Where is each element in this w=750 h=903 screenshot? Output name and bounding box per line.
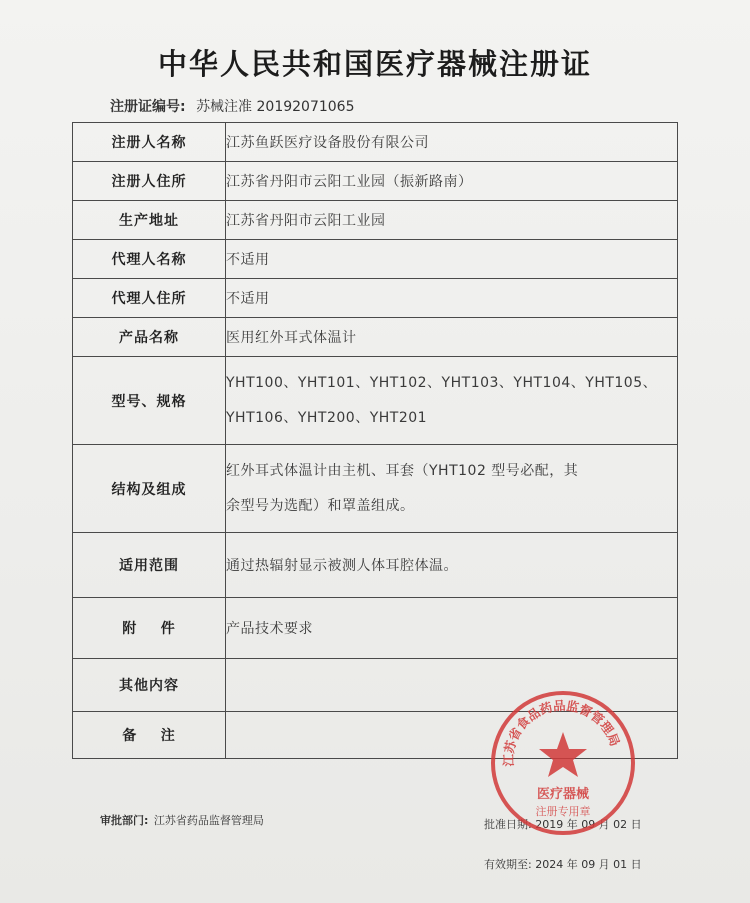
- seal-ring-text-path: 江苏省食品药品监督管理局: [500, 697, 623, 767]
- row-value: 医用红外耳式体温计: [226, 318, 678, 357]
- row-label: 附 件: [73, 598, 226, 659]
- approval-department-label: 审批部门:: [100, 814, 149, 827]
- row-value-line: YHT106、YHT200、YHT201: [226, 410, 428, 426]
- row-label: 注册人名称: [73, 123, 226, 162]
- row-value: 产品技术要求: [226, 598, 678, 659]
- certificate-table: [72, 122, 678, 759]
- row-label: 代理人住所: [73, 279, 226, 318]
- certificate-title: 中华人民共和国医疗器械注册证: [157, 47, 592, 81]
- valid-until-date: 有效期至: 2024 年 09 月 01 日: [484, 858, 642, 871]
- row-value-line: 余型号为选配）和罩盖组成。: [226, 498, 415, 514]
- seal-star-icon: [539, 732, 587, 777]
- row-label: 生产地址: [73, 201, 226, 240]
- table-row: [73, 240, 678, 279]
- registration-number: [110, 96, 355, 116]
- row-value: 江苏省丹阳市云阳工业园（振新路南）: [226, 162, 678, 201]
- row-value: 江苏省丹阳市云阳工业园: [226, 201, 678, 240]
- row-label: 其他内容: [73, 659, 226, 712]
- row-label: 注册人住所: [73, 162, 226, 201]
- registration-number-value: 苏械注准 20192071065: [196, 99, 355, 115]
- approval-date: 批准日期: 2019 年 09 月 02 日: [484, 818, 642, 831]
- row-value: [226, 357, 678, 445]
- official-seal-stamp: [488, 688, 638, 838]
- row-label: 代理人名称: [73, 240, 226, 279]
- table-row: [73, 201, 678, 240]
- row-value: 不适用: [226, 279, 678, 318]
- seal-center-text: 医疗器械: [536, 787, 590, 802]
- row-label: 备 注: [73, 712, 226, 759]
- row-value: 不适用: [226, 240, 678, 279]
- table-row: [73, 445, 678, 533]
- table-row: [73, 123, 678, 162]
- registration-number-label: 注册证编号:: [110, 99, 186, 115]
- approval-department: [100, 812, 264, 828]
- table-row: [73, 318, 678, 357]
- approval-department-value: 江苏省药品监督管理局: [153, 814, 264, 827]
- row-label: 适用范围: [73, 533, 226, 598]
- row-value-line: YHT100、YHT101、YHT102、YHT103、YHT104、YHT105、: [226, 375, 658, 391]
- row-label: 产品名称: [73, 318, 226, 357]
- row-value: 通过热辐射显示被测人体耳腔体温。: [226, 533, 678, 598]
- table-row: [73, 357, 678, 445]
- table-row: [73, 533, 678, 598]
- table-row: [73, 598, 678, 659]
- row-value-line: 红外耳式体温计由主机、耳套（YHT102 型号必配，其: [226, 463, 579, 479]
- row-label: 型号、规格: [73, 357, 226, 445]
- row-label: 结构及组成: [73, 445, 226, 533]
- table-row: [73, 279, 678, 318]
- seal-bottom-text: 注册专用章: [535, 805, 591, 818]
- row-value: 江苏鱼跃医疗设备股份有限公司: [226, 123, 678, 162]
- table-row: [73, 162, 678, 201]
- row-value: [226, 445, 678, 533]
